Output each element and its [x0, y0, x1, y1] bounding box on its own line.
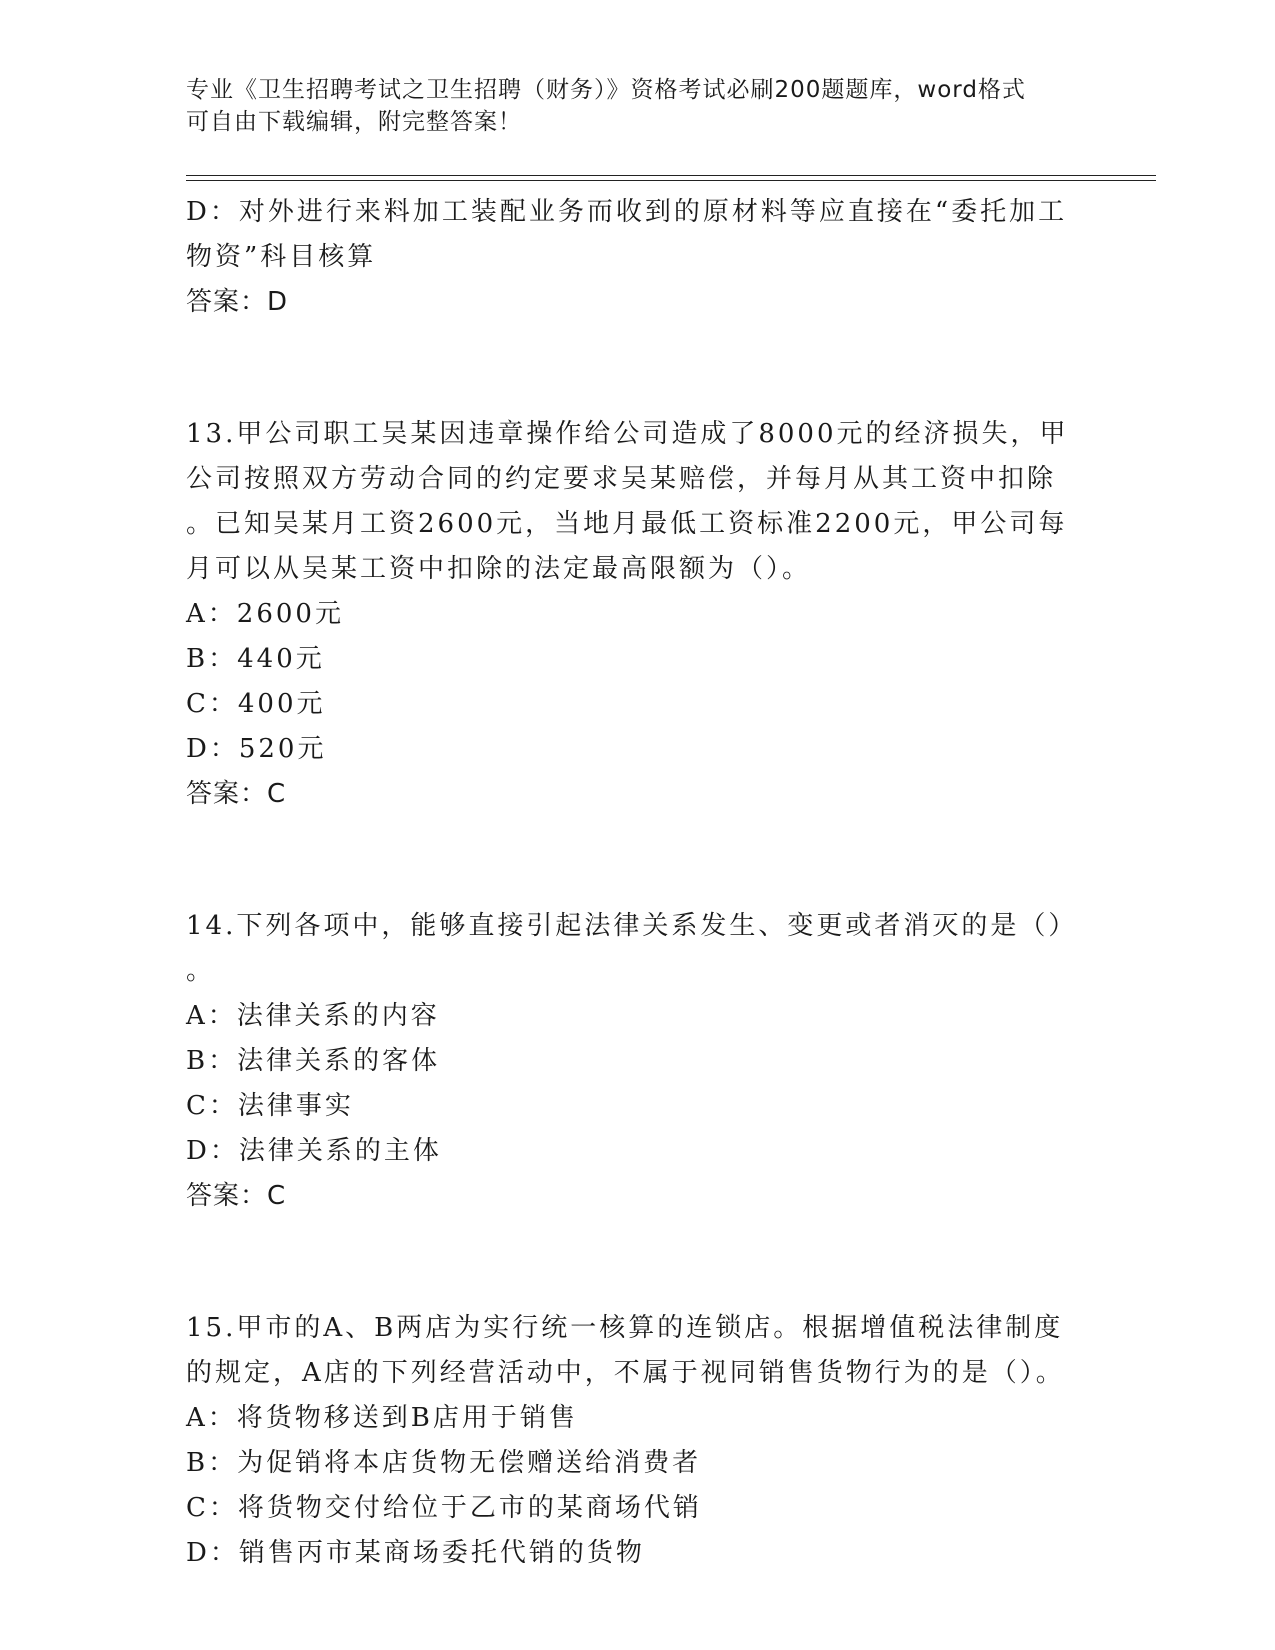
question-stem-line: 公司按照双方劳动合同的约定要求吴某赔偿，并每月从其工资中扣除	[186, 464, 1057, 494]
question-stem-line: 的规定，A店的下列经营活动中，不属于视同销售货物行为的是（）。	[186, 1358, 1065, 1388]
question-15	[186, 1306, 1086, 1576]
option-a: A：将货物移送到B店用于销售	[186, 1403, 578, 1433]
option-d: D：520元	[186, 734, 327, 764]
page-header	[186, 74, 1066, 138]
option-c: C：将货物交付给位于乙市的某商场代销	[186, 1493, 702, 1523]
option-c: C：400元	[186, 689, 326, 719]
question-stem-line: 。已知吴某月工资2600元，当地月最低工资标准2200元，甲公司每	[186, 509, 1068, 539]
question-13	[186, 412, 1086, 817]
header-line-1: 专业《卫生招聘考试之卫生招聘（财务）》资格考试必刷200题题库，word格式	[186, 77, 1026, 103]
option-a: A：2600元	[186, 599, 344, 629]
option-d: D：销售丙市某商场委托代销的货物	[186, 1538, 645, 1568]
answer: 答案：D	[186, 287, 289, 317]
question-stem-line: 13.甲公司职工吴某因违章操作给公司造成了8000元的经济损失，甲	[186, 419, 1069, 449]
header-divider	[186, 175, 1156, 181]
header-line-2: 可自由下载编辑，附完整答案！	[186, 109, 522, 135]
option-b: B：法律关系的客体	[186, 1046, 441, 1076]
option-b: B：440元	[186, 644, 325, 674]
question-content	[186, 190, 1086, 1576]
answer: 答案：C	[186, 779, 287, 809]
question-stem-line: 月可以从吴某工资中扣除的法定最高限额为（）。	[186, 554, 812, 584]
question-stem-line: 14.下列各项中，能够直接引起法律关系发生、变更或者消灭的是（）	[186, 911, 1078, 941]
question-stem-line: 。	[186, 956, 216, 986]
option-c: C：法律事实	[186, 1091, 354, 1121]
option-d-cont: 物资”科目核算	[186, 242, 377, 272]
option-b: B：为促销将本店货物无偿赠送给消费者	[186, 1448, 702, 1478]
question-14	[186, 904, 1086, 1219]
option-a: A：法律关系的内容	[186, 1001, 440, 1031]
option-d: D：对外进行来料加工装配业务而收到的原材料等应直接在“委托加工	[186, 197, 1068, 227]
answer: 答案：C	[186, 1181, 287, 1211]
question-stem-line: 15.甲市的A、B两店为实行统一核算的连锁店。根据增值税法律制度	[186, 1313, 1064, 1343]
option-d: D：法律关系的主体	[186, 1136, 442, 1166]
question-12-tail	[186, 190, 1086, 325]
